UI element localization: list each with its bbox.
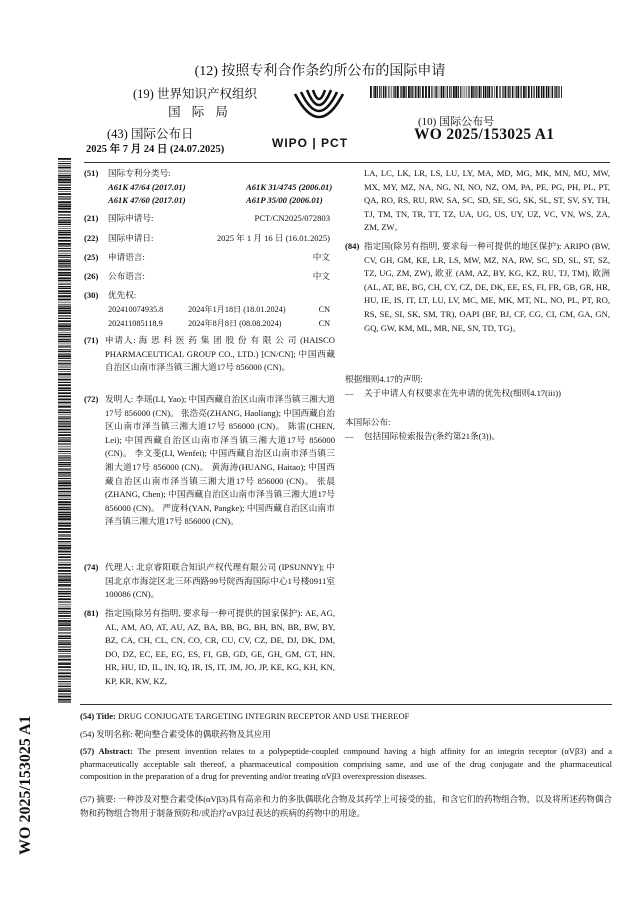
published-item: 包括国际检索报告(条约第21条(3))。 xyxy=(364,431,501,441)
document-type: (12) 按照专利合作条约所公布的国际申请 xyxy=(194,64,446,79)
field-21: (21) 国际申请号: PCT/CN2025/072803 xyxy=(84,213,330,223)
field-25: (25) 申请语言: 中文 xyxy=(84,252,330,262)
field-84-number: (84) xyxy=(345,241,360,251)
rule417-heading: 根据细则4.17的声明: xyxy=(345,374,423,384)
published-heading: 本国际公布: xyxy=(345,417,391,427)
field-72-inventors: 发明人: 李瑶(LI, Yao); 中国西藏自治区山南市泽当镇三湘大道17号 856000 (CN)。 张浩亮(ZHANG, Haoliang); 中国西藏自治区山南市泽当镇三湘大道17号 856000 (CN)。 陈雷(CHEN, Lei); 中国西藏自治区山南市泽当镇三湘大道17号 856000 (CN)。 李文斐(LI, Wenfei); 中国西藏自治区山南市泽当镇三湘大道17号 856000 (CN)。 黄海涛(HUANG, Haitao); 中国西藏自治区山南市泽当镇三湘大道17号 856000 (CN)。 张晨(ZHANG, Chen); 中国西藏自治区山南市泽当镇三湘大道17号 856000 (CN)。 严庞科(YAN, Pangke); 中国西藏自治区山南市泽当镇三湘大道17号 856000 (CN)。 xyxy=(105,394,335,527)
side-publication-number: WO 2025/153025 A1 xyxy=(17,715,34,855)
abstract-zh: (57) 摘要: 一种涉及对整合素受体(αVβ3)具有高亲和力的多肽偶联化合物及其药学上可接受的盐，和含它们的药物组合物，以及将所述药物偶合物和药物组合物用于制备预防和/或治疗αVβ3过表达的疾病的药物中的用途。 xyxy=(80,794,612,818)
field-71-number: (71) xyxy=(84,335,99,345)
publication-number-value: WO 2025/153025 A1 xyxy=(414,126,555,143)
field-81-national-states: 指定国(除另有指明, 要求每一种可提供的国家保护): AE, AG, AL, AM, AO, AT, AU, AZ, BA, BB, BG, BH, BN, BR, BW, BY, BZ, CA, CH, CL, CN, CO, CR, CU, CV, CZ, DE, DJ, DK, DM, DO, DZ, EC, EE, EG, ES, FI, GB, GD, GE, GH, GM, GT, HN, HR, HU, ID, IL, IN, IQ, IR, IS, IT, JM, JO, JP, KE, KG, KH, KN, KP, KR, KW, KZ, xyxy=(105,608,335,686)
field-22: (22) 国际申请日: 2025 年 1 月 16 日 (16.01.2025) xyxy=(84,233,330,243)
field-71-applicant: 申请人: 海 思 科 医 药 集 团 股 份 有 限 公 司 (HAISCO PHARMACEUTICAL GROUP CO., LTD.) [CN/CN]; 中国西藏自治区山南市泽当镇三湘大道17号 856000 (CN)。 xyxy=(105,335,335,373)
title-en: (54) Title: DRUG CONJUGATE TARGETING INTEGRIN RECEPTOR AND USE THEREOF xyxy=(80,711,410,721)
field-81-continued: LA, LC, LK, LR, LS, LU, LY, MA, MD, MG, MK, MN, MU, MW, MX, MY, MZ, NA, NG, NI, NO, NZ, OM, PA, PE, PG, PH, PL, PT, QA, RO, RS, RU, RW, SA, SC, SD, SE, SG, SK, SL, ST, SV, SY, TH, TJ, TM, TN, TR, TT, TZ, UA, UG, US, UY, UZ, VC, VN, WS, ZA, ZM, ZW。 xyxy=(364,168,610,233)
title-zh: (54) 发明名称: 靶向整合素受体的偶联药物及其应用 xyxy=(80,729,271,739)
wipo-pct-wordmark: WIPO | PCT xyxy=(272,136,349,150)
publication-number-label: (10) 国际公布号 xyxy=(418,116,495,128)
field-30: (30) 优先权: 202410074935.8 2024年1月18日 (18.01.2024) CN 202411085118.9 2024年8月8日 (08.08.2024) CN xyxy=(84,290,330,328)
abstract-en: (57) Abstract: The present invention relates to a polypeptide-coupled compound having a high affinity for an integrin receptor (αVβ3) and a pharmaceutically acceptable salt thereof, a pharmaceutical composition comprising same, and use of the drug conjugate and the pharmaceutical composition in the preparation of a drug for preventing and/or treating αVβ3 overexpression diseases. xyxy=(80,746,612,782)
side-barcode xyxy=(58,158,71,703)
field-51: (51) 国际专利分类号: A61K 47/64 (2017.01) A61K 31/4745 (2006.01) A61K 47/60 (2017.01) A61P 35/00 (2006.01) xyxy=(84,168,333,206)
organization-name: (19) 世界知识产权组织 xyxy=(133,87,257,101)
organization-bureau: 国 际 局 xyxy=(168,105,232,119)
wipo-logo-icon xyxy=(287,88,351,136)
field-26: (26) 公布语言: 中文 xyxy=(84,271,330,281)
top-barcode xyxy=(370,86,562,98)
field-74-agent: 代理人: 北京睿阳联合知识产权代理有限公司 (IPSUNNY); 中国北京市海淀区北三环西路99号院西海国际中心1号楼0911室 100086 (CN)。 xyxy=(105,562,335,600)
rule417-declaration: 关于申请人有权要求在先申请的优先权(细则4.17(iii)) xyxy=(364,388,561,398)
publication-date-label: (43) 国际公布日 xyxy=(107,127,194,141)
header-divider xyxy=(84,162,610,163)
bottom-divider xyxy=(80,704,612,705)
field-84-regional-states: 指定国(除另有指明, 要求每一种可提供的地区保护): ARIPO (BW, CV, GH, GM, KE, LR, LS, MW, MZ, NA, RW, SC, SD, SL, ST, SZ, TZ, UG, ZM, ZW), 欧亚 (AM, AZ, BY, KG, KZ, RU, TJ, TM), 欧洲 (AL, AT, BE, BG, CH, CY, CZ, DE, DK, EE, ES, FI, FR, GB, GR, HR, HU, IE, IS, IT, LT, LU, LV, MC, ME, MK, MT, NL, NO, PL, PT, RO, RS, SE, SI, SK, SM, TR), OAPI (BF, BJ, CF, CG, CI, CM, GA, GN, GQ, GW, KM, ML, MR, NE, SN, TD, TG)。 xyxy=(364,241,610,333)
field-74-number: (74) xyxy=(84,562,99,572)
field-72-number: (72) xyxy=(84,394,99,404)
field-81-number: (81) xyxy=(84,608,99,618)
publication-date-value: 2025 年 7 月 24 日 (24.07.2025) xyxy=(86,144,225,155)
